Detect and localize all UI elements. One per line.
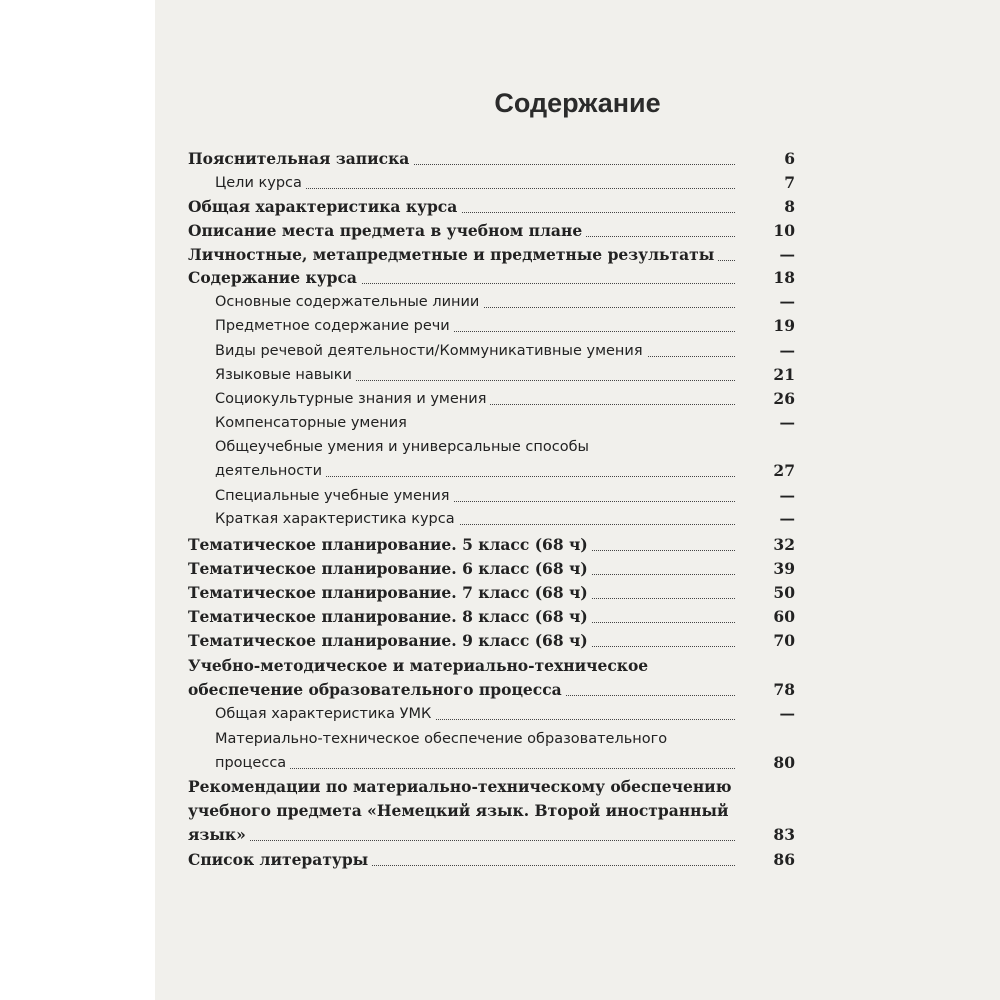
toc-entry-label: Предметное содержание речи: [215, 314, 454, 338]
toc-entry-label: Общая характеристика УМК: [215, 702, 435, 726]
toc-entry: [155, 219, 795, 243]
toc-entry: [155, 581, 795, 605]
toc-entry-page: 78: [735, 678, 795, 702]
toc-entry-page: 21: [735, 363, 795, 387]
toc-entry-label: деятельности: [215, 459, 326, 483]
toc-entry: [155, 848, 795, 872]
toc-entry-page: 19: [735, 314, 795, 338]
toc-entry: [155, 363, 795, 387]
toc-entry-page: 8: [735, 195, 795, 219]
toc-entry-label: Тематическое планирование. 6 класс (68 ч): [188, 557, 592, 581]
toc-entry-page: —: [735, 290, 795, 314]
toc-entry: [155, 823, 795, 847]
toc-entry-label: учебного предмета «Немецкий язык. Второй иностранный: [188, 799, 733, 823]
toc-entry-label: Содержание курса: [188, 266, 361, 290]
toc-entry-page: —: [735, 507, 795, 531]
toc-entry: [155, 751, 795, 775]
toc-entry-label: Учебно-методическое и материально-техническое: [188, 654, 652, 678]
toc-entry-page: 80: [735, 751, 795, 775]
book-page: [155, 0, 1000, 1000]
toc-entry: [155, 557, 795, 581]
toc-entry: [155, 507, 795, 531]
toc-entry-label: Рекомендации по материально-техническому обеспечению: [188, 775, 736, 799]
toc-entry-page: —: [735, 702, 795, 726]
toc-entry-label: Виды речевой деятельности/Коммуникативные умения: [215, 339, 647, 363]
toc-entry-label: Специальные учебные умения: [215, 484, 454, 508]
toc-entry: [155, 654, 795, 678]
toc-entry-page: —: [735, 411, 795, 435]
toc-entry-label: обеспечение образовательного процесса: [188, 678, 566, 702]
toc-entry: [155, 702, 795, 726]
toc-entry: [155, 314, 795, 338]
toc-entry-label: Личностные, метапредметные и предметные результаты: [188, 243, 718, 267]
toc-entry-label: Тематическое планирование. 7 класс (68 ч): [188, 581, 592, 605]
dot-leader: [188, 840, 791, 841]
toc-entry-page: 26: [735, 387, 795, 411]
toc-entry: [155, 171, 795, 195]
toc-entry-page: 6: [735, 147, 795, 171]
toc-entry-page: 83: [735, 823, 795, 847]
toc-entry-page: —: [735, 484, 795, 508]
toc-entry: [155, 339, 795, 363]
toc-entry-label: процесса: [215, 751, 290, 775]
toc-entry: [155, 266, 795, 290]
toc-entry-label: язык»: [188, 823, 250, 847]
toc-entry-page: —: [735, 339, 795, 363]
toc-entry: [155, 435, 795, 459]
toc-entry-page: 86: [735, 848, 795, 872]
toc-entry: [155, 411, 795, 435]
toc-entry: [155, 484, 795, 508]
toc-entry: [155, 799, 795, 823]
toc-entry-page: 60: [735, 605, 795, 629]
toc-entry-label: Тематическое планирование. 5 класс (68 ч): [188, 533, 592, 557]
table-of-contents: [155, 0, 1000, 1000]
toc-entry-label: Компенсаторные умения: [215, 411, 411, 435]
toc-entry-label: Цели курса: [215, 171, 306, 195]
toc-entry-label: Пояснительная записка: [188, 147, 413, 171]
toc-entry-label: Общая характеристика курса: [188, 195, 461, 219]
toc-entry-page: —: [735, 243, 795, 267]
toc-entry: [155, 605, 795, 629]
page-title: Содержание: [494, 88, 661, 118]
toc-entry-page: 39: [735, 557, 795, 581]
toc-entry-page: 70: [735, 629, 795, 653]
toc-entry: [155, 147, 795, 171]
toc-entry: [155, 243, 795, 267]
toc-entry: [155, 387, 795, 411]
toc-entry-label: Описание места предмета в учебном плане: [188, 219, 586, 243]
toc-entry: [155, 533, 795, 557]
toc-entry-page: 27: [735, 459, 795, 483]
toc-entry-label: Общеучебные умения и универсальные способы: [215, 435, 593, 459]
toc-entry-page: 18: [735, 266, 795, 290]
toc-entry: [155, 459, 795, 483]
toc-entry-label: Языковые навыки: [215, 363, 356, 387]
toc-entry-page: 7: [735, 171, 795, 195]
toc-entry-label: Тематическое планирование. 9 класс (68 ч): [188, 629, 592, 653]
toc-entry-label: Социокультурные знания и умения: [215, 387, 490, 411]
toc-entry: [155, 727, 795, 751]
toc-entry: [155, 195, 795, 219]
toc-entry: [155, 678, 795, 702]
toc-entry-label: Список литературы: [188, 848, 372, 872]
dot-leader: [215, 768, 791, 769]
toc-entry-page: 50: [735, 581, 795, 605]
toc-entry-label: Тематическое планирование. 8 класс (68 ч): [188, 605, 592, 629]
toc-entry-label: Краткая характеристика курса: [215, 507, 459, 531]
toc-entry-label: Основные содержательные линии: [215, 290, 483, 314]
toc-entry-label: Материально-техническое обеспечение образовательного: [215, 727, 671, 751]
toc-entry: [155, 290, 795, 314]
toc-entry-page: 10: [735, 219, 795, 243]
toc-entry: [155, 629, 795, 653]
toc-entry-page: 32: [735, 533, 795, 557]
toc-entry: [155, 775, 795, 799]
